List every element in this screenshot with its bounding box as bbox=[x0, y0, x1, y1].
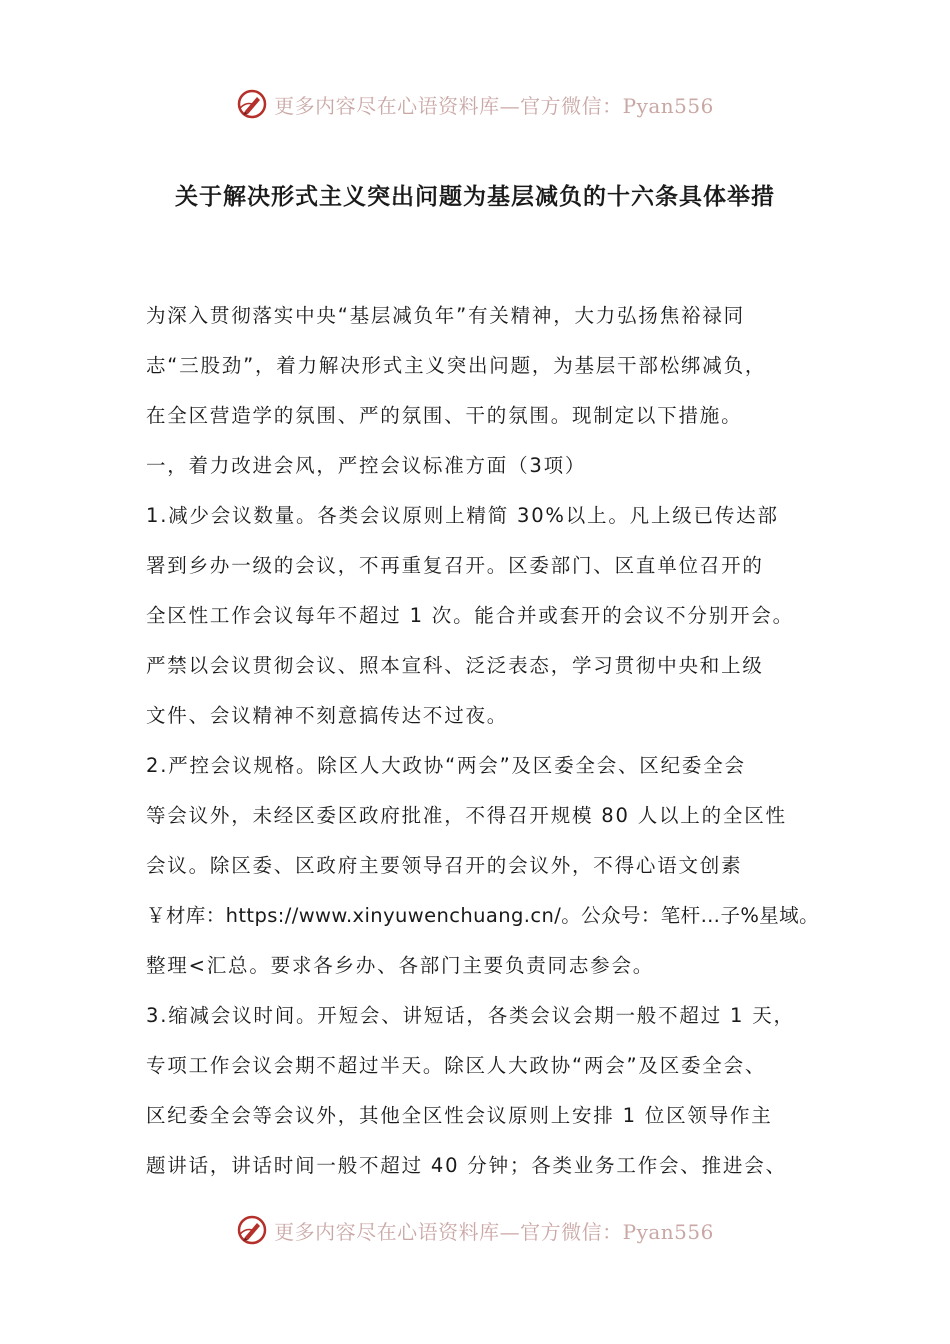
body-line: 署到乡办一级的会议，不再重复召开。区委部门、区直单位召开的 bbox=[146, 554, 764, 577]
body-line: 2.严控会议规格。除区人大政协“两会”及区委全会、区纪委全会 bbox=[146, 754, 746, 777]
header-banner bbox=[0, 84, 950, 124]
document-title: 关于解决形式主义突出问题为基层减负的十六条具体举措 bbox=[175, 184, 775, 210]
body-line: 3.缩减会议时间。开短会、讲短话，各类会议会期一般不超过 1 天， bbox=[146, 1004, 795, 1027]
body-line: 为深入贯彻落实中央“基层减负年”有关精神，大力弘扬焦裕禄同 bbox=[146, 304, 745, 327]
body-line: 会议。除区委、区政府主要领导召开的会议外，不得心语文创素 bbox=[146, 854, 743, 877]
body-line: 文件、会议精神不刻意搞传达不过夜。 bbox=[146, 704, 509, 727]
body-line: 1.减少会议数量。各类会议原则上精简 30%以上。凡上级已传达部 bbox=[146, 504, 779, 527]
body-line: 全区性工作会议每年不超过 1 次。能合并或套开的会议不分别开会。 bbox=[146, 604, 794, 627]
body-line: 在全区营造学的氛围、严的氛围、干的氛围。现制定以下措施。 bbox=[146, 404, 743, 427]
footer-banner-text: 更多内容尽在心语资料库—官方微信：Pyan556 bbox=[274, 1219, 714, 1244]
body-line: 等会议外，未经区委区政府批准，不得召开规模 80 人以上的全区性 bbox=[146, 804, 787, 827]
body-line: 整理<汇总。要求各乡办、各部门主要负责同志参会。 bbox=[146, 954, 655, 977]
document-body bbox=[146, 291, 826, 1191]
pen-logo-icon bbox=[236, 1214, 268, 1246]
body-line: 题讲话，讲话时间一般不超过 40 分钟；各类业务工作会、推进会、 bbox=[146, 1154, 787, 1177]
footer-banner bbox=[0, 1210, 950, 1250]
body-line: ￥材库：https://www.xinyuwenchuang.cn/。公众号：笔杆…子%星域。 bbox=[146, 904, 819, 927]
body-line: 专项工作会议会期不超过半天。除区人大政协“两会”及区委全会、 bbox=[146, 1054, 767, 1077]
body-line: 严禁以会议贯彻会议、照本宣科、泛泛表态，学习贯彻中央和上级 bbox=[146, 654, 764, 677]
body-line: 区纪委全会等会议外，其他全区性会议原则上安排 1 位区领导作主 bbox=[146, 1104, 773, 1127]
section-heading: 一，着力改进会风，严控会议标准方面（3项） bbox=[146, 454, 587, 477]
pen-logo-icon bbox=[236, 88, 268, 120]
header-banner-text: 更多内容尽在心语资料库—官方微信：Pyan556 bbox=[274, 93, 714, 118]
body-line: 志“三股劲”，着力解决形式主义突出问题，为基层干部松绑减负， bbox=[146, 354, 767, 377]
